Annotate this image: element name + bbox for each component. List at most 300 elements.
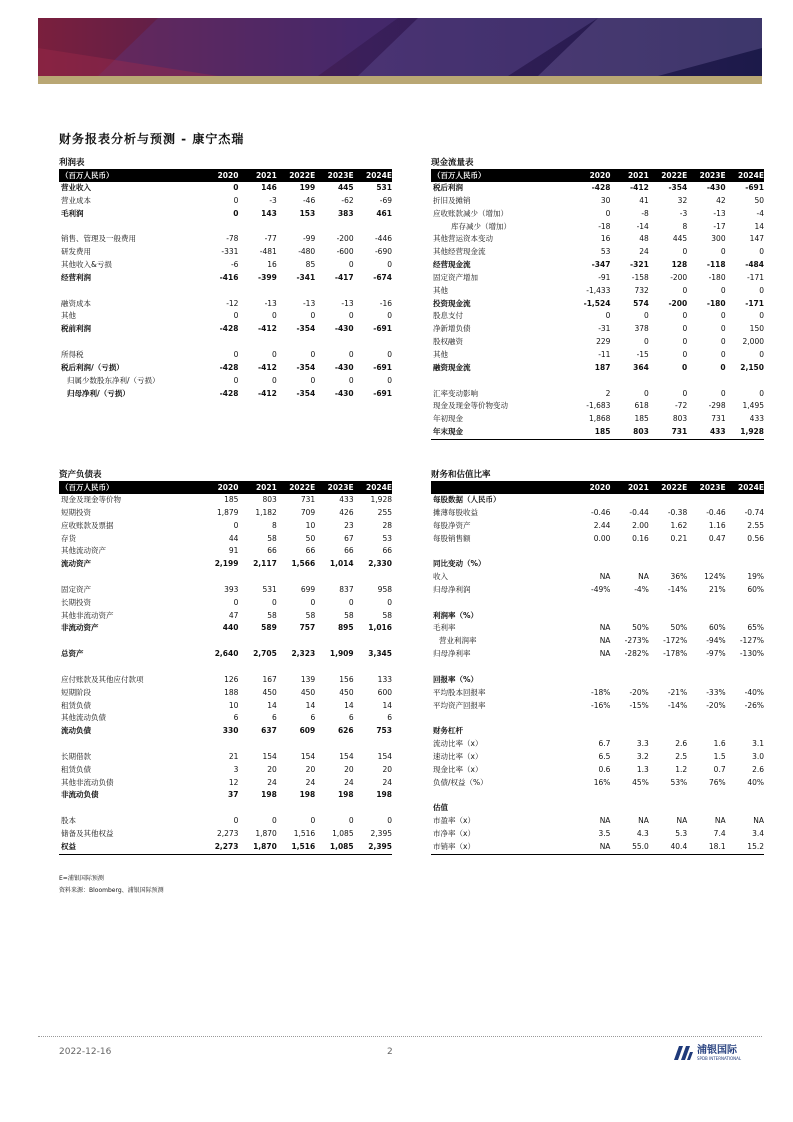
table-row: [59, 841, 392, 854]
cell-value: -17: [713, 221, 726, 231]
table-row: [431, 764, 764, 777]
table-row: [431, 674, 764, 687]
row-label: 租赁负债: [61, 764, 91, 774]
cell-value: NA: [714, 816, 726, 826]
cell-value: [200, 738, 238, 751]
cell-value: -430: [334, 388, 354, 398]
cell-value: [238, 635, 276, 648]
row-label: 流动比率（x）: [433, 739, 483, 749]
cell-value: 66: [382, 546, 392, 556]
cell-value: 126: [224, 674, 239, 684]
row-label: [431, 375, 572, 388]
row-label: 市销率（x）: [433, 841, 475, 851]
cell-value: 0: [682, 285, 688, 295]
cell-value: -171: [745, 298, 764, 308]
cell-value: 0: [682, 388, 688, 398]
cell-value: -118: [706, 260, 726, 270]
cell-value: 2,199: [214, 559, 239, 569]
cell-value: -4: [756, 208, 764, 218]
header-unit: （百万人民币）: [61, 483, 114, 492]
table-row: [59, 208, 392, 221]
cell-value: [238, 285, 276, 298]
cell-value: 1,014: [329, 559, 354, 569]
table-row: [59, 259, 392, 272]
cell-value: [238, 802, 276, 815]
cell-value: 450: [262, 687, 277, 697]
row-label: 每股净资产: [433, 520, 471, 530]
cell-value: 0: [759, 349, 764, 359]
cell-value: 0: [233, 816, 239, 826]
cell-value: 76%: [708, 777, 726, 787]
row-label: 每股销售额: [433, 533, 471, 543]
cell-value: -428: [219, 388, 239, 398]
cell-value: -180: [708, 272, 726, 282]
row-label: 利润率（%）: [433, 610, 479, 620]
cell-value: 0: [272, 375, 277, 385]
cell-value: -4%: [634, 584, 649, 594]
header-gold-bar: [38, 76, 762, 84]
cell-value: 0: [387, 311, 392, 321]
cell-value: -12: [226, 298, 239, 308]
table-row: [431, 545, 764, 558]
table-row: [59, 597, 392, 610]
cell-value: -480: [298, 247, 316, 257]
row-label: 所得税: [61, 349, 84, 359]
table-row: [59, 584, 392, 597]
cell-value: -412: [630, 183, 649, 192]
cell-value: 0: [348, 349, 354, 359]
cell-value: 2,395: [370, 828, 392, 838]
table-row: [59, 336, 392, 349]
cell-value: NA: [599, 649, 611, 659]
row-label: 归母净利润: [433, 584, 471, 594]
cell-value: 0: [233, 597, 239, 607]
year-col: 2024E: [738, 483, 764, 492]
cell-value: 21%: [708, 584, 726, 594]
cell-value: 146: [261, 183, 277, 192]
cell-value: -171: [746, 272, 764, 282]
cell-value: NA: [638, 572, 649, 582]
cell-value: -354: [296, 362, 316, 372]
cell-value: 450: [300, 687, 316, 697]
table-row: [431, 336, 764, 349]
row-label: 非流动负债: [61, 790, 99, 800]
cell-value: 1.2: [675, 764, 688, 774]
cell-value: [649, 789, 687, 802]
row-label: 应付账款及其他应付款项: [61, 674, 144, 684]
table-row: [431, 375, 764, 388]
cell-value: -412: [258, 324, 277, 334]
cell-value: -416: [219, 272, 239, 282]
cell-value: 154: [339, 751, 354, 761]
cell-value: [200, 285, 238, 298]
cell-value: 32: [677, 195, 688, 205]
banner-graphic: [38, 18, 762, 76]
cell-value: 153: [299, 208, 316, 218]
table-row: [59, 764, 392, 777]
row-label: 归母净利率: [433, 649, 471, 659]
year-col: 2022E: [289, 171, 316, 180]
row-label: 其他: [433, 349, 448, 359]
row-label: 市盈率（x）: [433, 816, 475, 826]
cell-value: [687, 558, 725, 571]
cell-value: 1,909: [329, 649, 354, 659]
cell-value: 2.5: [675, 751, 688, 761]
row-label: 净新增负债: [433, 324, 471, 334]
cell-value: 14: [305, 700, 316, 710]
cell-value: 6: [387, 713, 392, 723]
cell-value: 3.3: [636, 739, 649, 749]
cell-value: 8: [272, 520, 277, 530]
cell-value: -347: [591, 260, 611, 270]
cell-value: -14%: [667, 584, 688, 594]
cell-value: -0.74: [744, 507, 764, 517]
cell-value: [277, 285, 315, 298]
balance-sheet-panel: [59, 469, 392, 855]
cell-value: 198: [261, 790, 277, 800]
table-body: [59, 182, 392, 400]
year-col: 2024E: [366, 483, 392, 492]
cell-value: [200, 571, 238, 584]
row-label: 现金及现金等价物变动: [433, 401, 508, 411]
cell-value: 433: [709, 427, 726, 437]
cell-value: -14: [636, 221, 649, 231]
table-bottom-rule: [431, 439, 764, 440]
table-row: [59, 362, 392, 375]
cell-value: 0: [682, 311, 688, 321]
cell-value: -33%: [706, 687, 726, 697]
cell-value: 1,870: [253, 841, 277, 851]
row-label: 税后利润/（亏损）: [61, 362, 124, 372]
row-label: [59, 802, 200, 815]
cell-value: 2,395: [368, 841, 392, 851]
cell-value: 36%: [670, 572, 688, 582]
row-label: 营业收入: [61, 183, 91, 192]
cell-value: 53: [382, 533, 392, 543]
cell-value: 6: [272, 713, 277, 723]
row-label: 营业成本: [61, 195, 91, 205]
cell-value: 16: [600, 234, 611, 244]
cell-value: 150: [749, 324, 764, 334]
cell-value: 40%: [747, 777, 764, 787]
cell-value: [726, 802, 764, 815]
row-label: 税前利润: [61, 324, 91, 334]
cell-value: -430: [334, 324, 354, 334]
table-row: [431, 413, 764, 426]
cell-value: 198: [299, 790, 316, 800]
cell-value: 364: [633, 362, 649, 372]
cell-value: [687, 545, 725, 558]
row-label: 其他收入&亏损: [61, 260, 112, 270]
cell-value: 255: [377, 507, 392, 517]
cell-value: 709: [300, 507, 316, 517]
cell-value: 1.5: [713, 751, 726, 761]
cell-value: [354, 221, 392, 234]
cell-value: 0.21: [670, 533, 688, 543]
cell-value: 5.3: [675, 828, 688, 838]
cell-value: 14: [267, 700, 277, 710]
cell-value: 0: [387, 597, 392, 607]
cell-value: 330: [222, 726, 239, 736]
cell-value: [277, 802, 315, 815]
cell-value: -1,524: [583, 298, 611, 308]
cell-value: 19%: [747, 572, 764, 582]
cell-value: 0: [272, 349, 277, 359]
cell-value: 7.4: [713, 828, 726, 838]
row-label: 毛利率: [433, 623, 456, 633]
cell-value: 2,273: [216, 828, 239, 838]
year-col: 2023E: [327, 483, 354, 492]
cell-value: 1,016: [368, 623, 392, 633]
cell-value: 20: [267, 764, 277, 774]
cell-value: 6.5: [598, 751, 611, 761]
cell-value: -40%: [744, 687, 764, 697]
cell-value: 0: [720, 349, 726, 359]
cell-value: 2.00: [632, 520, 649, 530]
cell-value: [238, 661, 276, 674]
cell-value: 66: [305, 546, 316, 556]
cell-value: 18.1: [708, 841, 726, 851]
cell-value: 44: [228, 533, 239, 543]
year-col: 2020: [217, 483, 239, 492]
cell-value: 8: [682, 221, 688, 231]
cell-value: 124%: [704, 572, 726, 582]
table-row: [431, 182, 764, 195]
table-row: [59, 712, 392, 725]
cell-value: 0: [759, 247, 764, 257]
cell-value: -127%: [739, 636, 764, 646]
cell-value: [277, 336, 315, 349]
cell-value: [354, 336, 392, 349]
cell-value: -91: [598, 272, 611, 282]
cell-value: -399: [258, 272, 277, 282]
cell-value: [610, 597, 648, 610]
cell-value: -200: [336, 234, 354, 244]
cell-value: 895: [337, 623, 354, 633]
cell-value: [687, 802, 725, 815]
cell-value: -690: [374, 247, 392, 257]
cell-value: -13: [264, 298, 277, 308]
cell-value: [649, 545, 687, 558]
row-label: [431, 661, 572, 674]
cell-value: 0: [605, 311, 611, 321]
cell-value: [354, 571, 392, 584]
row-label: 经营利润: [61, 272, 91, 282]
cell-value: 0: [682, 324, 688, 334]
table-row: [59, 221, 392, 234]
logo-en-text: SPDB INTERNATIONAL: [697, 1055, 742, 1061]
header-banner: [38, 18, 762, 76]
cell-value: -412: [258, 362, 277, 372]
year-col: 2021: [627, 483, 649, 492]
cell-value: 2.44: [593, 520, 611, 530]
cell-value: [649, 610, 687, 623]
year-col: 2023E: [327, 171, 354, 180]
cell-value: [572, 789, 610, 802]
cell-value: 0: [387, 816, 392, 826]
cell-value: 0: [720, 337, 726, 347]
cell-value: [610, 674, 648, 687]
row-label: 平均股本回报率: [433, 687, 486, 697]
cell-value: 16%: [593, 777, 611, 787]
cell-value: 20: [382, 764, 392, 774]
cell-value: [687, 597, 725, 610]
header-unit: （百万人民币）: [433, 171, 486, 180]
cell-value: 1,516: [293, 828, 316, 838]
row-label: 速动比率（x）: [433, 751, 483, 761]
table-row: [59, 272, 392, 285]
cell-value: -428: [591, 183, 611, 192]
table-row: [59, 571, 392, 584]
row-label: 市净率（x）: [433, 828, 475, 838]
row-label: 股息支付: [433, 311, 463, 321]
row-label: 平均资产回报率: [433, 700, 486, 710]
cell-value: 24: [344, 777, 354, 787]
row-label: 应收账款及票据: [61, 520, 114, 530]
year-col: 2022E: [289, 483, 316, 492]
panel-title: 现金流量表: [431, 157, 764, 170]
cell-value: 0.00: [593, 533, 611, 543]
table-row: [59, 310, 392, 323]
cell-value: 185: [634, 414, 649, 424]
row-label: 其他流动资产: [61, 546, 106, 556]
cell-value: [200, 661, 238, 674]
cell-value: [315, 571, 353, 584]
cell-value: 2,117: [253, 559, 277, 569]
table-row: [431, 661, 764, 674]
cell-value: 24: [305, 777, 316, 787]
cell-value: 143: [261, 208, 277, 218]
table-row: [59, 545, 392, 558]
cell-value: 0.6: [598, 764, 611, 774]
cell-value: 55.0: [632, 841, 649, 851]
cell-value: 6.7: [598, 739, 611, 749]
cell-value: [726, 712, 764, 725]
footer-date: 2022-12-16: [59, 1047, 112, 1057]
cell-value: 0.47: [708, 533, 726, 543]
company-logo: [672, 1044, 741, 1062]
cell-value: 0.16: [632, 533, 649, 543]
cell-value: 300: [711, 234, 726, 244]
cell-value: 10: [228, 700, 239, 710]
cell-value: -15: [636, 349, 649, 359]
cell-value: -11: [598, 349, 611, 359]
cell-value: [354, 738, 392, 751]
table-row: [59, 802, 392, 815]
cell-value: -97%: [706, 649, 726, 659]
table-row: [59, 687, 392, 700]
cell-value: [238, 221, 276, 234]
cell-value: 58: [267, 610, 277, 620]
cell-value: -691: [373, 388, 392, 398]
table-row: [431, 520, 764, 533]
cell-value: 128: [671, 260, 688, 270]
cell-value: 139: [300, 674, 316, 684]
cell-value: 14: [344, 700, 354, 710]
cell-value: [572, 494, 610, 507]
row-label: 固定资产增加: [433, 272, 478, 282]
table-bottom-rule: [431, 854, 764, 855]
table-row: [431, 233, 764, 246]
cell-value: [572, 674, 610, 687]
cell-value: 626: [337, 726, 354, 736]
row-label: 融资现金流: [433, 362, 471, 372]
cell-value: -0.46: [591, 507, 611, 517]
cell-value: 0: [310, 311, 316, 321]
table-row: [431, 388, 764, 401]
cell-value: -21%: [667, 687, 688, 697]
cell-value: 0: [759, 388, 764, 398]
logo-cn-text: 浦银国际: [697, 1044, 737, 1056]
cell-value: [726, 494, 764, 507]
cell-value: [572, 661, 610, 674]
table-row: [59, 323, 392, 336]
cell-value: [649, 712, 687, 725]
cell-value: 0: [720, 285, 726, 295]
cell-value: -1,683: [586, 401, 611, 411]
row-label: [59, 738, 200, 751]
cell-value: -20%: [706, 700, 726, 710]
row-label: 营业利润率: [439, 636, 477, 646]
cell-value: -200: [668, 298, 688, 308]
cell-value: -94%: [706, 636, 726, 646]
table-row: [59, 789, 392, 802]
table-row: [431, 777, 764, 790]
cell-value: 154: [377, 751, 392, 761]
cell-value: 0: [644, 311, 649, 321]
cell-value: -691: [745, 183, 764, 192]
cell-value: 3.2: [636, 751, 649, 761]
cell-value: 531: [376, 183, 392, 192]
cell-value: NA: [638, 816, 649, 826]
cell-value: [572, 558, 610, 571]
cell-value: 0: [720, 362, 726, 372]
panel-title: 利润表: [59, 157, 392, 170]
cell-value: 1,516: [291, 841, 316, 851]
cell-value: 156: [339, 674, 354, 684]
cell-value: 757: [299, 623, 316, 633]
cell-value: [687, 661, 725, 674]
cell-value: -178%: [663, 649, 688, 659]
cell-value: -77: [264, 234, 277, 244]
cell-value: 0: [272, 816, 277, 826]
cell-value: [277, 738, 315, 751]
footer-divider: [38, 1036, 762, 1037]
row-label: 税后利润: [433, 183, 463, 192]
table-row: [59, 298, 392, 311]
cell-value: 28: [382, 520, 392, 530]
year-col: 2020: [589, 483, 611, 492]
row-label: 销售、管理及一般费用: [61, 234, 136, 244]
cell-value: 20: [305, 764, 316, 774]
table-row: [431, 751, 764, 764]
cell-value: 3.5: [598, 828, 611, 838]
cell-value: 67: [344, 533, 354, 543]
cell-value: -13: [713, 208, 726, 218]
table-header: [59, 482, 392, 494]
cell-value: NA: [599, 623, 611, 633]
table-row: [59, 648, 392, 661]
row-label: 总资产: [61, 649, 84, 659]
row-label: 折旧及摊销: [433, 195, 471, 205]
panel-title: 财务和估值比率: [431, 469, 764, 482]
cell-value: 60%: [708, 623, 726, 633]
cell-value: [610, 661, 648, 674]
cell-value: 1,879: [216, 507, 239, 517]
cell-value: [315, 661, 353, 674]
cell-value: -26%: [744, 700, 764, 710]
cell-value: [649, 674, 687, 687]
